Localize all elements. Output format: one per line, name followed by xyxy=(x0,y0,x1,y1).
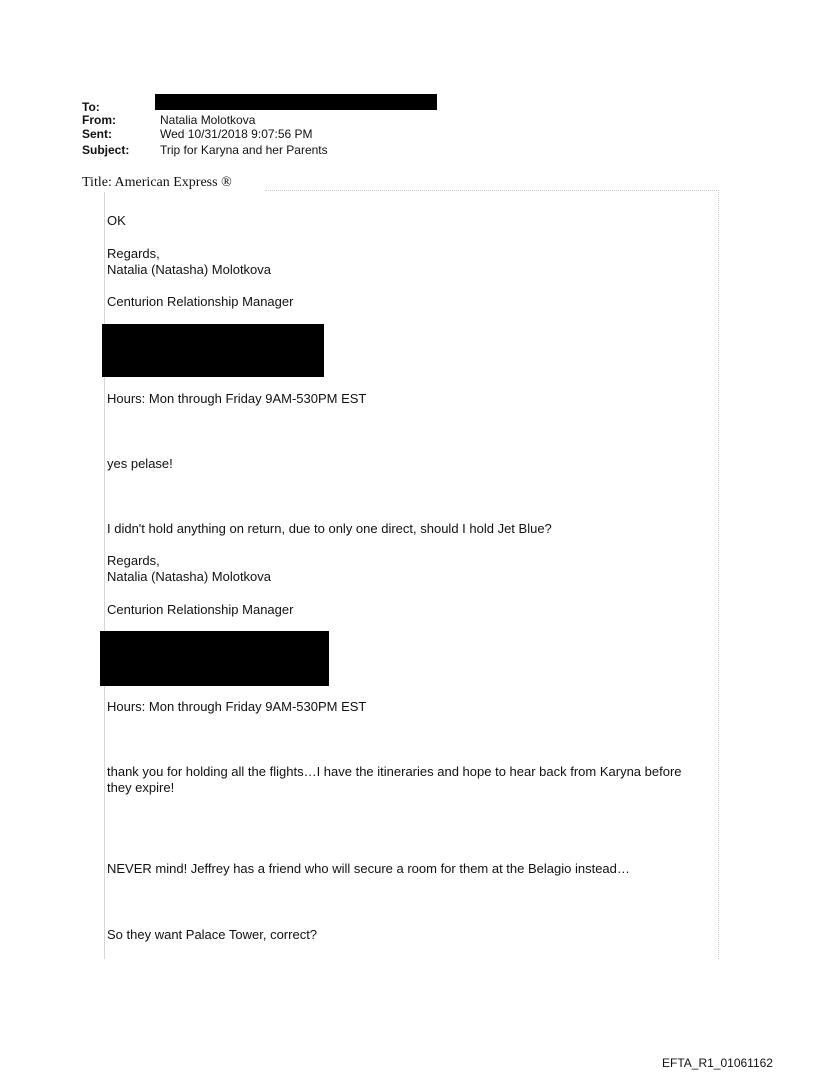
document-title: Title: American Express ® xyxy=(82,175,232,190)
message-yes-please: yes pelase! xyxy=(107,456,173,471)
from-label: From: xyxy=(82,113,116,127)
header-subject-row xyxy=(82,143,328,157)
document-id: EFTA_R1_01061162 xyxy=(662,1056,773,1070)
sent-value: Wed 10/31/2018 9:07:56 PM xyxy=(160,127,313,141)
sent-label: Sent: xyxy=(82,127,112,141)
to-label: To: xyxy=(82,100,100,114)
redaction-signature-block-1 xyxy=(102,324,324,377)
message-thank-you: thank you for holding all the flights…I have the itineraries and hope to hear back from Karyna before they expire! xyxy=(107,764,682,795)
header-from-row xyxy=(82,113,255,127)
signature-name-2: Natalia (Natasha) Molotkova xyxy=(107,569,272,584)
message-box-left-border xyxy=(104,192,105,959)
subject-value: Trip for Karyna and her Parents xyxy=(160,143,328,157)
header-sent-row xyxy=(82,127,313,141)
message-palace-tower: So they want Palace Tower, correct? xyxy=(107,927,318,942)
header-to-row xyxy=(82,100,160,114)
signature-name-1: Natalia (Natasha) Molotkova xyxy=(107,262,272,277)
signature-hours-1: Hours: Mon through Friday 9AM-530PM EST xyxy=(107,391,367,406)
message-never-mind: NEVER mind! Jeffrey has a friend who will secure a room for them at the Belagio instead… xyxy=(107,861,630,876)
subject-label: Subject: xyxy=(82,143,130,157)
from-value: Natalia Molotkova xyxy=(160,113,256,127)
signature-hours-2: Hours: Mon through Friday 9AM-530PM EST xyxy=(107,699,367,714)
message-box-right-border xyxy=(718,192,719,959)
signature-regards-2: Regards, xyxy=(107,553,160,568)
title-divider xyxy=(265,190,719,191)
signature-regards-1: Regards, xyxy=(107,246,160,261)
signature-role-2: Centurion Relationship Manager xyxy=(107,602,294,617)
message-hold-question: I didn't hold anything on return, due to only one direct, should I hold Jet Blue? xyxy=(107,521,552,536)
redaction-to-recipient xyxy=(155,94,437,110)
signature-role-1: Centurion Relationship Manager xyxy=(107,294,294,309)
redaction-signature-block-2 xyxy=(100,631,329,686)
reply-ok: OK xyxy=(107,213,126,228)
